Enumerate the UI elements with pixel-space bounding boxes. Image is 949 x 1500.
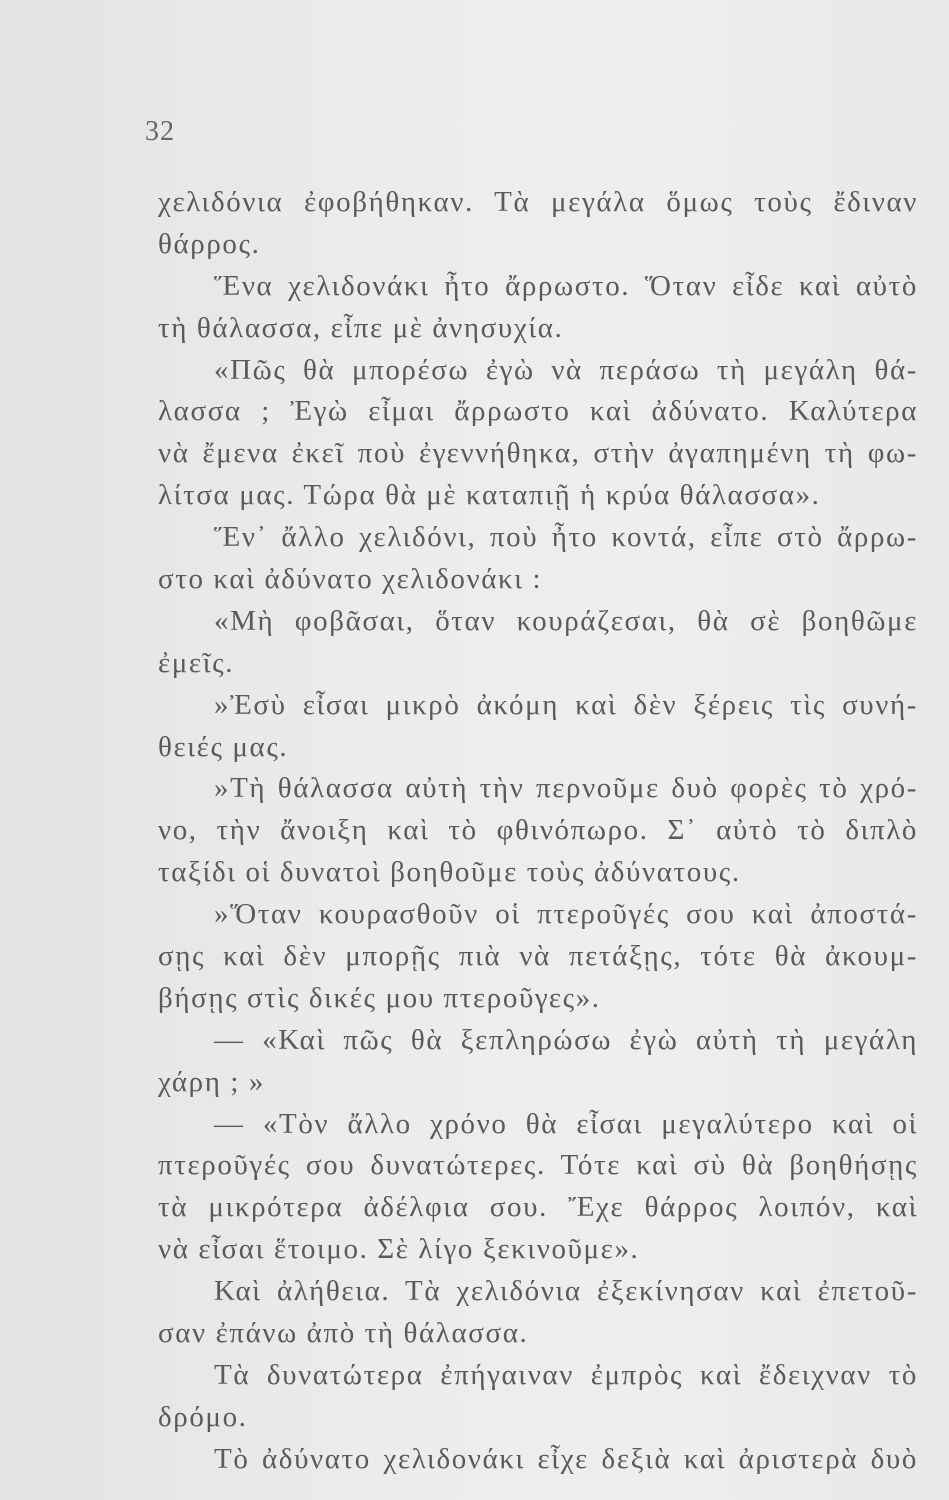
text-line: τὰ μικρότερα ἀδέλφια σου. Ἔχε θάρρος λοιπόν, καὶ [158,1191,918,1224]
text-line: νο, τὴν ἄνοιξη καὶ τὸ φθινόπωρο. Σ᾽ αὐτὸ τὸ διπλὸ [158,814,918,847]
text-line: χάρη ; » [158,1065,265,1098]
text-line: θάρρος. [158,227,261,260]
text-line: «Πῶς θὰ μπορέσω ἐγὼ νὰ περάσω τὴ μεγάλη θά- [214,353,918,386]
text-line: δρόμο. [158,1400,248,1433]
text-line: »Τὴ θάλασσα αὐτὴ τὴν περνοῦμε δυὸ φορὲς τὸ χρό- [214,772,918,805]
text-line: νὰ ἔμενα ἐκεῖ ποὺ ἐγεννήθηκα, στὴν ἀγαπημένη τὴ φω- [158,437,918,470]
text-line: θειές μας. [158,730,289,763]
text-line: Τὰ δυνατώτερα ἐπήγαιναν ἐμπρὸς καὶ ἔδειχναν τὸ [214,1358,918,1391]
text-line: — «Τὸν ἄλλο χρόνο θὰ εἶσαι μεγαλύτερο καὶ οἱ [214,1107,918,1140]
text-line: στο καὶ ἀδύνατο χελιδονάκι : [158,563,543,596]
text-line: «Μὴ φοβᾶσαι, ὅταν κουράζεσαι, θὰ σὲ βοηθῶμε [214,604,918,637]
text-line: βήσῃς στὶς δικές μου πτεροῦγες». [158,981,601,1014]
text-line: τὴ θάλασσα, εἶπε μὲ ἀνησυχία. [158,311,564,344]
text-line: Ἕν᾽ ἄλλο χελιδόνι, ποὺ ἦτο κοντά, εἶπε στὸ ἄρρω- [214,521,918,554]
text-line: λασσα ; Ἐγὼ εἶμαι ἄρρωστο καὶ ἀδύνατο. Καλύτερα [158,395,918,428]
text-line: — «Καὶ πῶς θὰ ξεπληρώσω ἐγὼ αὐτὴ τὴ μεγάλη [214,1023,918,1056]
text-line: σαν ἐπάνω ἀπὸ τὴ θάλασσα. [158,1317,529,1350]
text-line: »Ἐσὺ εἶσαι μικρὸ ἀκόμη καὶ δὲν ξέρεις τὶς συνή- [214,688,918,721]
text-line: πτεροῦγές σου δυνατώτερες. Τότε καὶ σὺ θὰ βοηθήσῃς [158,1149,918,1182]
text-line: νὰ εἶσαι ἕτοιμο. Σὲ λίγο ξεκινοῦμε». [158,1233,640,1266]
text-line: Ἕνα χελιδονάκι ἦτο ἄρρωστο. Ὅταν εἶδε καὶ αὐτὸ [214,269,918,302]
text-line: ἐμεῖς. [158,646,235,679]
text-line: ταξίδι οἱ δυνατοὶ βοηθοῦμε τοὺς ἀδύνατους. [158,856,741,889]
text-line: Καὶ ἀλήθεια. Τὰ χελιδόνια ἐξεκίνησαν καὶ ἐπετοῦ- [214,1275,918,1308]
body-text [158,182,918,1481]
text-line: λίτσα μας. Τώρα θὰ μὲ καταπιῇ ἡ κρύα θάλασσα». [158,479,821,512]
text-line: χελιδόνια ἐφοβήθηκαν. Τὰ μεγάλα ὅμως τοὺς ἔδιναν [158,186,918,218]
text-line: Τὸ ἀδύνατο χελιδονάκι εἶχε δεξιὰ καὶ ἀριστερὰ δυὸ [214,1442,918,1475]
text-line: σῃς καὶ δὲν μπορῇς πιὰ νὰ πετάξῃς, τότε θὰ ἀκουμ- [158,940,918,973]
text-line: »Ὅταν κουρασθοῦν οἱ πτεροῦγές σου καὶ ἀποστά- [214,898,918,931]
page-number: 32 [145,116,175,147]
